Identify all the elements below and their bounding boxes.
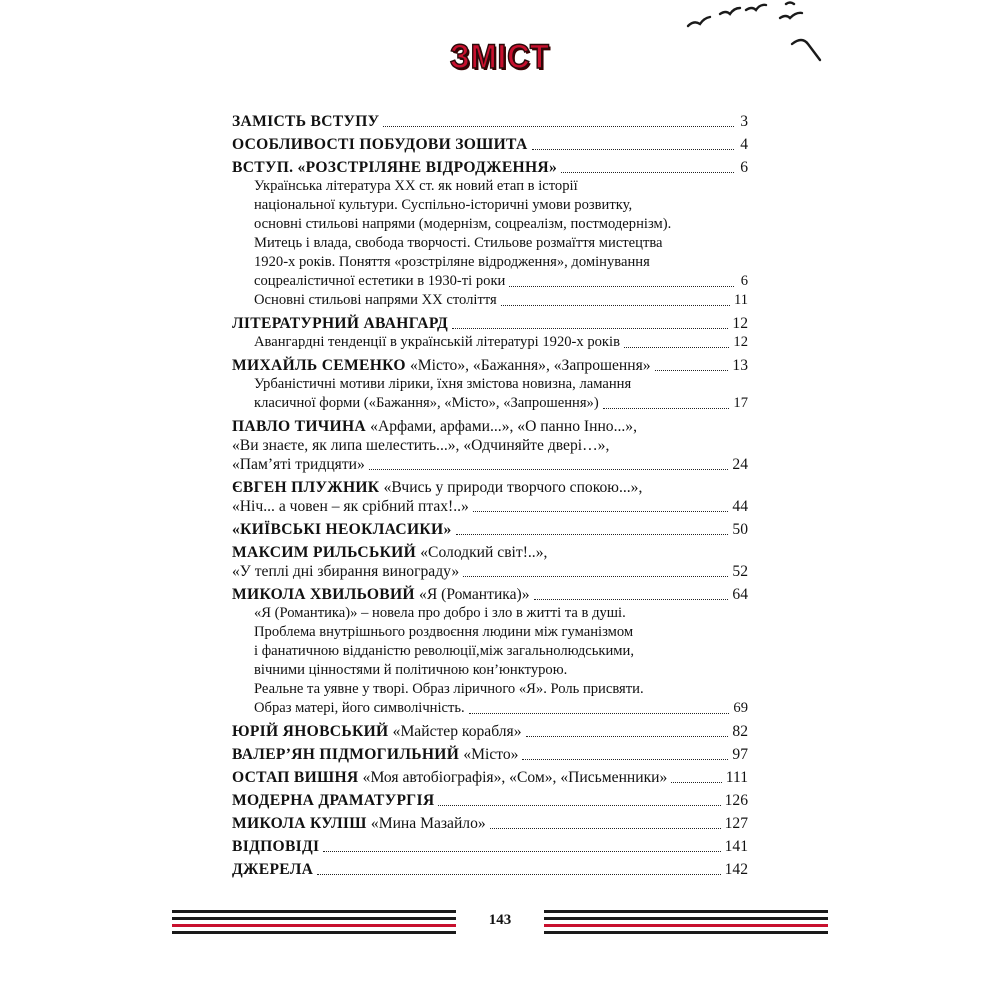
- page-ref: 6: [740, 273, 748, 289]
- toc-entry: ОСОБЛИВОСТІ ПОБУДОВИ ЗОШИТА 4: [232, 136, 748, 153]
- page-ref: 50: [732, 521, 748, 538]
- toc-entry: ВСТУП. «РОЗСТРІЛЯНЕ ВІДРОДЖЕННЯ» 6: [232, 159, 748, 176]
- page-ref: 142: [724, 861, 748, 878]
- page-ref: 44: [732, 498, 748, 515]
- page-ref: 82: [732, 723, 748, 740]
- page-ref: 97: [732, 746, 748, 763]
- page-title: ЗМІСТ: [450, 38, 550, 76]
- toc-entry: ЛІТЕРАТУРНИЙ АВАНГАРД 12: [232, 315, 748, 332]
- page-ref: 52: [732, 563, 748, 580]
- toc-subentry: Авангардні тенденції в українській літературі 1920-х років 12: [254, 334, 748, 350]
- page-ref: 6: [740, 159, 748, 176]
- page-ref: 4: [740, 136, 748, 153]
- page-ref: 111: [725, 769, 748, 786]
- footer-stripes-right: [544, 908, 828, 938]
- toc-entry: ОСТАП ВИШНЯ «Моя автобіографія», «Сом», «Письменники» 111: [232, 769, 748, 786]
- footer-stripes-left: [172, 908, 456, 938]
- toc-entry: ДЖЕРЕЛА 142: [232, 861, 748, 878]
- toc-entry: ЮРІЙ ЯНОВСЬКИЙ «Майстер корабля» 82: [232, 723, 748, 740]
- toc-entry: МИКОЛА ХВИЛЬОВИЙ «Я (Романтика)» 64: [232, 586, 748, 603]
- toc-entry: МИКОЛА КУЛІШ «Мина Мазайло» 127: [232, 815, 748, 832]
- page-number: 143: [488, 912, 512, 928]
- page-ref: 3: [740, 113, 748, 130]
- toc-subentry: «Я (Романтика)» – новела про добро і зло в житті та в душі. Проблема внутрішнього роздвоєння людини між гуманізмом і фанатичною відданістю революції,між загальнолюдськими, вічними цінностями й політичною кон’юнктурою. Реальне та уявне у творі. Образ ліричного «Я». Роль присвяти. Образ матері, його символічність. 69: [254, 605, 748, 716]
- table-of-contents: ЗАМІСТЬ ВСТУПУ 3 ОСОБЛИВОСТІ ПОБУДОВИ ЗОШИТА 4 ВСТУП. «РОЗСТРІЛЯНЕ ВІДРОДЖЕННЯ» 6 Українська література ХХ ст. як новий етап в історії національної культури. Суспільно-історичні умови розвитку, основні стильові напрями (модернізм, соцреалізм, постмодернізм). Митець і влада, свобода творчості. Стильове розмаїття мистецтва 1920-х років. Поняття «розстріляне відродження», домінування соцреалістичної естетики в 1930-ті роки 6 Основні стильові напрями ХХ століття 11 ЛІТЕРАТУРНИЙ АВАНГАРД 12 Авангардні тенденції в українській літературі 1920-х років 12 МИХАЙЛЬ СЕМЕНКО «Місто», «Бажання», «Запрошення» 13 Урбаністичні мотиви лірики, їхня змістова новизна, ламання класичної форми («Бажання», «Місто», «Запрошення») 17 ПАВЛО ТИЧИНА «Арфами, арфами...», «О панно Інно...», «Ви знаєте, як липа шелестить...», «Одчиняйте двері…», «Пам’яті тридцяти» 24 ЄВГЕН ПЛУЖНИК «Вчись у природи творчого спокою...», «Ніч... а човен – як срібний птах!..» 44 «КИЇВСЬКІ НЕОКЛАСИКИ» 50 МАКСИМ РИЛЬСЬКИЙ «Солодкий світ!..», «У теплі дні збирання винограду» 52 МИКОЛА ХВИЛЬОВИЙ «Я (Романтика)» 64 «Я (Романтика)» – новела про добро і зло в житті та в душі. Проблема внутрішнього роздвоєння людини між гуманізмом і фанатичною відданістю революції,між загальнолюдськими, вічними цінностями й політичною кон’юнктурою. Реальне та уявне у творі. Образ ліричного «Я». Роль присвяти. Образ матері, його символічність. 69 ЮРІЙ ЯНОВСЬКИЙ «Майстер корабля» 82 ВАЛЕР’ЯН ПІДМОГИЛЬНИЙ «Місто» 97 ОСТАП ВИШНЯ «Моя автобіографія», «Сом», «Письменники» 111 МОДЕРНА ДРАМАТУРГІЯ 126 МИКОЛА КУЛІШ «Мина Мазайло» 127 ВІДПОВІДІ 141 ДЖЕРЕЛА 142: [232, 113, 748, 878]
- page-ref: 24: [732, 456, 748, 473]
- page-ref: 12: [732, 315, 748, 332]
- toc-entry: ПАВЛО ТИЧИНА «Арфами, арфами...», «О панно Інно...»,: [232, 418, 637, 435]
- toc-entry: «КИЇВСЬКІ НЕОКЛАСИКИ» 50: [232, 521, 748, 538]
- toc-subentry: Українська література ХХ ст. як новий етап в історії національної культури. Суспільно-історичні умови розвитку, основні стильові напрями (модернізм, соцреалізм, постмодернізм). Митець і влада, свобода творчості. Стильове розмаїття мистецтва 1920-х років. Поняття «розстріляне відродження», домінування соцреалістичної естетики в 1930-ті роки 6: [254, 178, 748, 289]
- toc-subentry: Урбаністичні мотиви лірики, їхня змістова новизна, ламання класичної форми («Бажання», «Місто», «Запрошення») 17: [254, 376, 748, 411]
- toc-entry: МАКСИМ РИЛЬСЬКИЙ «Солодкий світ!..»,: [232, 544, 548, 561]
- page-ref: 11: [733, 292, 748, 308]
- page-ref: 126: [724, 792, 748, 809]
- toc-subentry: Основні стильові напрями ХХ століття 11: [254, 292, 748, 308]
- toc-entry: МОДЕРНА ДРАМАТУРГІЯ 126: [232, 792, 748, 809]
- page-ref: 141: [724, 838, 748, 855]
- page-ref: 12: [733, 334, 748, 350]
- page-ref: 69: [733, 700, 748, 716]
- toc-entry: ЄВГЕН ПЛУЖНИК «Вчись у природи творчого спокою...»,: [232, 479, 643, 496]
- page-ref: 13: [732, 357, 748, 374]
- page-ref: 17: [733, 395, 748, 411]
- toc-entry: ВАЛЕР’ЯН ПІДМОГИЛЬНИЙ «Місто» 97: [232, 746, 748, 763]
- toc-entry: ВІДПОВІДІ 141: [232, 838, 748, 855]
- page-footer: [172, 908, 828, 938]
- page-ref: 64: [732, 586, 748, 603]
- toc-entry: МИХАЙЛЬ СЕМЕНКО «Місто», «Бажання», «Запрошення» 13: [232, 357, 748, 374]
- toc-entry: ЗАМІСТЬ ВСТУПУ 3: [232, 113, 748, 130]
- page-ref: 127: [724, 815, 748, 832]
